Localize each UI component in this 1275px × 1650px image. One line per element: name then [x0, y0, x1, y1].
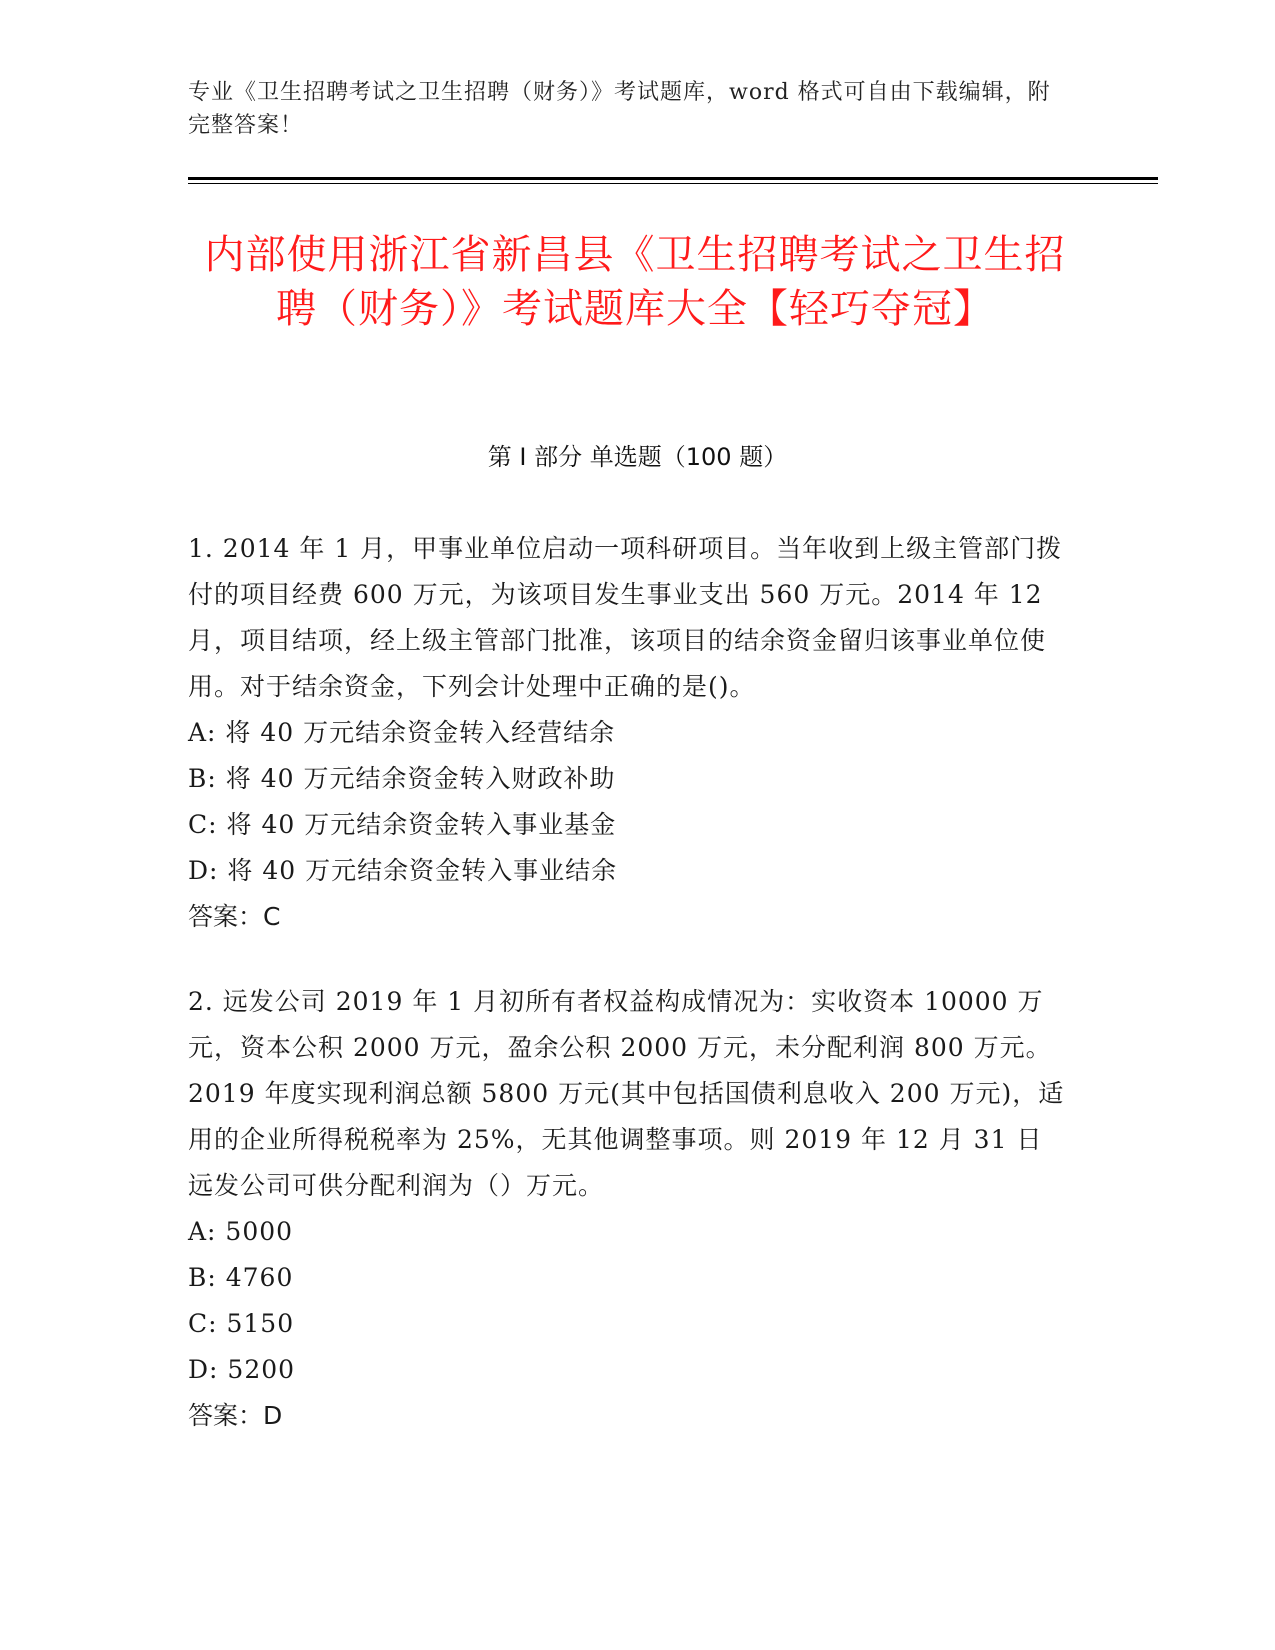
question-stem: 1. 2014 年 1 月，甲事业单位启动一项科研项目。当年收到上级主管部门拨付的项目经费 600 万元，为该项目发生事业支出 560 万元。2014 年 12 月，项目结项，经上级主管部门批准，该项目的结余资金留归该事业单位使用。对于结余资金，下列会计处理中正确的是()。	[188, 534, 1063, 701]
header-rule-thick	[188, 177, 1158, 180]
option-c: C: 将 40 万元结余资金转入事业基金	[188, 810, 617, 839]
question-1	[188, 526, 1068, 940]
option-d: D: 5200	[188, 1355, 296, 1384]
option-d: D: 将 40 万元结余资金转入事业结余	[188, 856, 618, 885]
answer: 答案：D	[188, 1401, 283, 1430]
option-b: B: 将 40 万元结余资金转入财政补助	[188, 764, 616, 793]
option-a: A: 5000	[188, 1217, 294, 1246]
header-note: 专业《卫生招聘考试之卫生招聘（财务）》考试题库，word 格式可自由下载编辑，附完整答案！	[188, 80, 1051, 138]
option-a: A: 将 40 万元结余资金转入经营结余	[188, 718, 616, 747]
question-stem: 2. 远发公司 2019 年 1 月初所有者权益构成情况为：实收资本 10000 万元，资本公积 2000 万元，盈余公积 2000 万元，未分配利润 800 万元。2019 年度实现利润总额 5800 万元(其中包括国债利息收入 200 万元)，适用的企业所得税税率为 25%，无其他调整事项。则 2019 年 12 月 31 日远发公司可供分配利润为（）万元。	[188, 987, 1065, 1200]
option-c: C: 5150	[188, 1309, 295, 1338]
document-title: 内部使用浙江省新昌县《卫生招聘考试之卫生招聘（财务）》考试题库大全【轻巧夺冠】	[204, 232, 1066, 332]
option-b: B: 4760	[188, 1263, 294, 1292]
answer: 答案：C	[188, 902, 281, 931]
section-title: 第 I 部分 单选题（100 题）	[487, 443, 788, 471]
question-2	[188, 979, 1068, 1439]
header-rule-thin	[188, 183, 1158, 184]
